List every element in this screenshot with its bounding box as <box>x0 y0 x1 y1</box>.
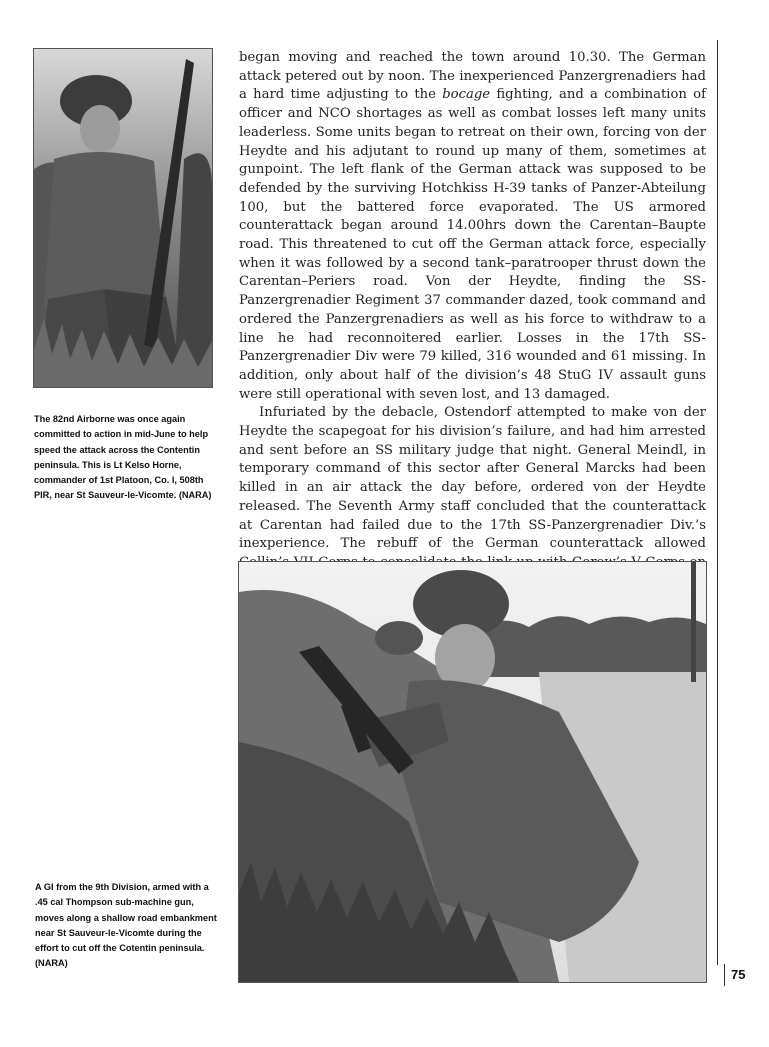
paragraph-1-italic-term: bocage <box>442 87 491 103</box>
article-body <box>239 49 706 591</box>
page-number: 75 <box>731 967 746 982</box>
margin-rule <box>717 40 718 965</box>
paratrooper-photo-illustration <box>34 49 212 387</box>
gi-photo-illustration <box>239 562 706 982</box>
paragraph-1-text-a: began moving and reached the town around 10.30. The German attack petered out by noon. The inexperienced Panzergrenadiers had a hard time adjusting to the <box>239 50 706 103</box>
paragraph-2: Infuriated by the debacle, Ostendorf attempted to make von der Heydte the scapegoat for his division’s failure, and had him arrested and sent before an SS military judge that night. General Meindl, in temporary command of this sector after General Marcks had been killed in an air attack the day before, ordered von der Heydte released. The Seventh Army staff concluded that the counterattack at Carentan had failed due to the 17th SS-Panzergrenadier Div.’s inexperience. The rebuff of the German counterattack allowed <box>239 405 706 552</box>
photo-gi-thompson <box>238 561 707 983</box>
paragraph-1 <box>239 49 706 404</box>
caption-paratrooper: The 82nd Airborne was once again committed to action in mid-June to help speed the attack across the Contentin peninsula. This is Lt Kelso Horne, commander of 1st Platoon, Co. I, 508th PIR, near St Sauveur-le-Vicomte. (NARA) <box>34 414 212 501</box>
paragraph-1-text-b: fighting, and a combination of officer and NCO shortages as well as combat losses left many units leaderless. Some units began to retreat on their own, forcing von der Heydte and his adjutant to round up many of them, sometimes at gunpoint. The left flank of the German attack was supposed to be defended by the surviving Hotchkiss H-39 tanks of Panzer-Abteilung 100, but the battered force evaporated. The US armored counterattack began around 14.00hrs down the Carentan–Baupte road. This threatened to cut off the German attack force, especially when it was followed by a second tank–paratrooper thrust down the Carentan–Periers road. Von der Heydte, finding the SS-Panzergrenadier Regiment 37 commander dazed, took command and ordered the Panzergrenadiers as well as his force to withdraw to a line he had reconnoitered earlier. Losses in the 17th SS-Panzergrenadier Div were 79 killed, 316 wounded and 61 missing. In addition, only about half of the division’s 48 StuG IV assault guns were still operational with seven lost, and 13 damaged. <box>239 87 706 402</box>
photo-paratrooper <box>33 48 213 388</box>
caption-gi-thompson: A GI from the 9th Division, armed with a .45 cal Thompson sub-machine gun, moves along a shallow road embankment near St Sauveur-le-Vicomte during the effort to cut off the Cotentin peninsula. (NARA) <box>35 882 217 969</box>
page-number-rule <box>724 964 725 986</box>
